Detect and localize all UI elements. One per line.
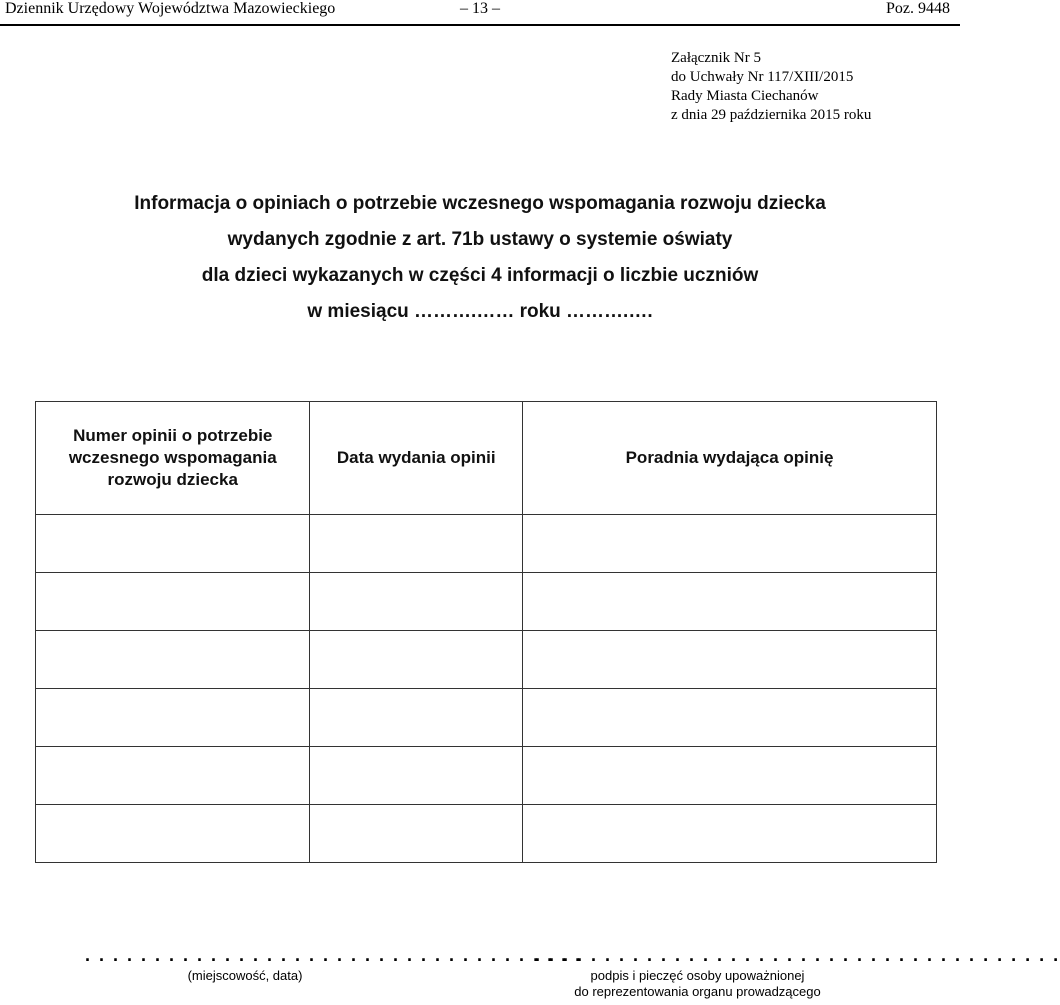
- signature-dotted-line[interactable]: . . . . . . . . . . . . . . . . . . . . . . . . . . . . . . . . . . . .: [85, 945, 583, 965]
- annex-line: Rady Miasta Ciechanów: [671, 88, 819, 104]
- title-line: wydanych zgodnie z art. 71b ustawy o systemie oświaty: [227, 229, 733, 250]
- table-cell[interactable]: [36, 689, 310, 747]
- title-line: w miesiącu ……….…… roku ……….….: [307, 301, 653, 322]
- page-number: – 13 –: [460, 0, 500, 17]
- table-cell[interactable]: [523, 631, 937, 689]
- opinions-table: [35, 401, 937, 863]
- journal-title: Dziennik Urzędowy Województwa Mazowieckiego: [5, 0, 336, 17]
- authorized-signature: [535, 945, 1060, 1000]
- signature-label-line: podpis i pieczęć osoby upoważnionej: [590, 968, 805, 983]
- table-row: [36, 631, 937, 689]
- table-cell[interactable]: [36, 631, 310, 689]
- signature-label-line: do reprezentowania organu prowadzącego: [574, 984, 821, 999]
- table-row: [36, 573, 937, 631]
- table-row: [36, 805, 937, 863]
- column-header-opinion-number: Numer opinii o potrzebie wczesnego wspomagania rozwoju dziecka: [36, 402, 310, 515]
- title-line: Informacja o opiniach o potrzebie wczesnego wspomagania rozwoju dziecka: [134, 193, 826, 214]
- table-cell[interactable]: [310, 515, 523, 573]
- table-cell[interactable]: [523, 515, 937, 573]
- table-cell[interactable]: [310, 747, 523, 805]
- table-cell[interactable]: [36, 805, 310, 863]
- table-row: [36, 747, 937, 805]
- place-date-signature: [85, 945, 583, 984]
- signature-dotted-line[interactable]: . . . . . . . . . . . . . . . . . . . . . . . . . . . . . . . . . . . . . .: [535, 945, 1060, 965]
- annex-line: do Uchwały Nr 117/XIII/2015: [671, 69, 854, 85]
- place-date-label: (miejscowość, data): [187, 968, 303, 983]
- table-cell[interactable]: [36, 747, 310, 805]
- table-cell[interactable]: [523, 805, 937, 863]
- table-cell[interactable]: [523, 747, 937, 805]
- table-cell[interactable]: [523, 689, 937, 747]
- table-cell[interactable]: [310, 805, 523, 863]
- document-title: [0, 186, 960, 330]
- table-cell[interactable]: [36, 515, 310, 573]
- table-cell[interactable]: [310, 689, 523, 747]
- authorized-signature-label: [535, 968, 860, 1000]
- column-header-issue-date: Data wydania opinii: [310, 402, 523, 515]
- position-number: Poz. 9448: [886, 0, 950, 17]
- column-header-clinic: Poradnia wydająca opinię: [523, 402, 937, 515]
- table-cell[interactable]: [310, 631, 523, 689]
- page-header: [0, 0, 960, 26]
- table-cell[interactable]: [36, 573, 310, 631]
- table-cell[interactable]: [310, 573, 523, 631]
- title-line: dla dzieci wykazanych w części 4 informacji o liczbie uczniów: [201, 265, 759, 286]
- table-cell[interactable]: [523, 573, 937, 631]
- annex-line: Załącznik Nr 5: [671, 50, 761, 66]
- table-row: [36, 515, 937, 573]
- annex-note: [671, 49, 871, 125]
- table-header-row: [36, 402, 937, 515]
- table-row: [36, 689, 937, 747]
- annex-line: z dnia 29 października 2015 roku: [671, 107, 872, 123]
